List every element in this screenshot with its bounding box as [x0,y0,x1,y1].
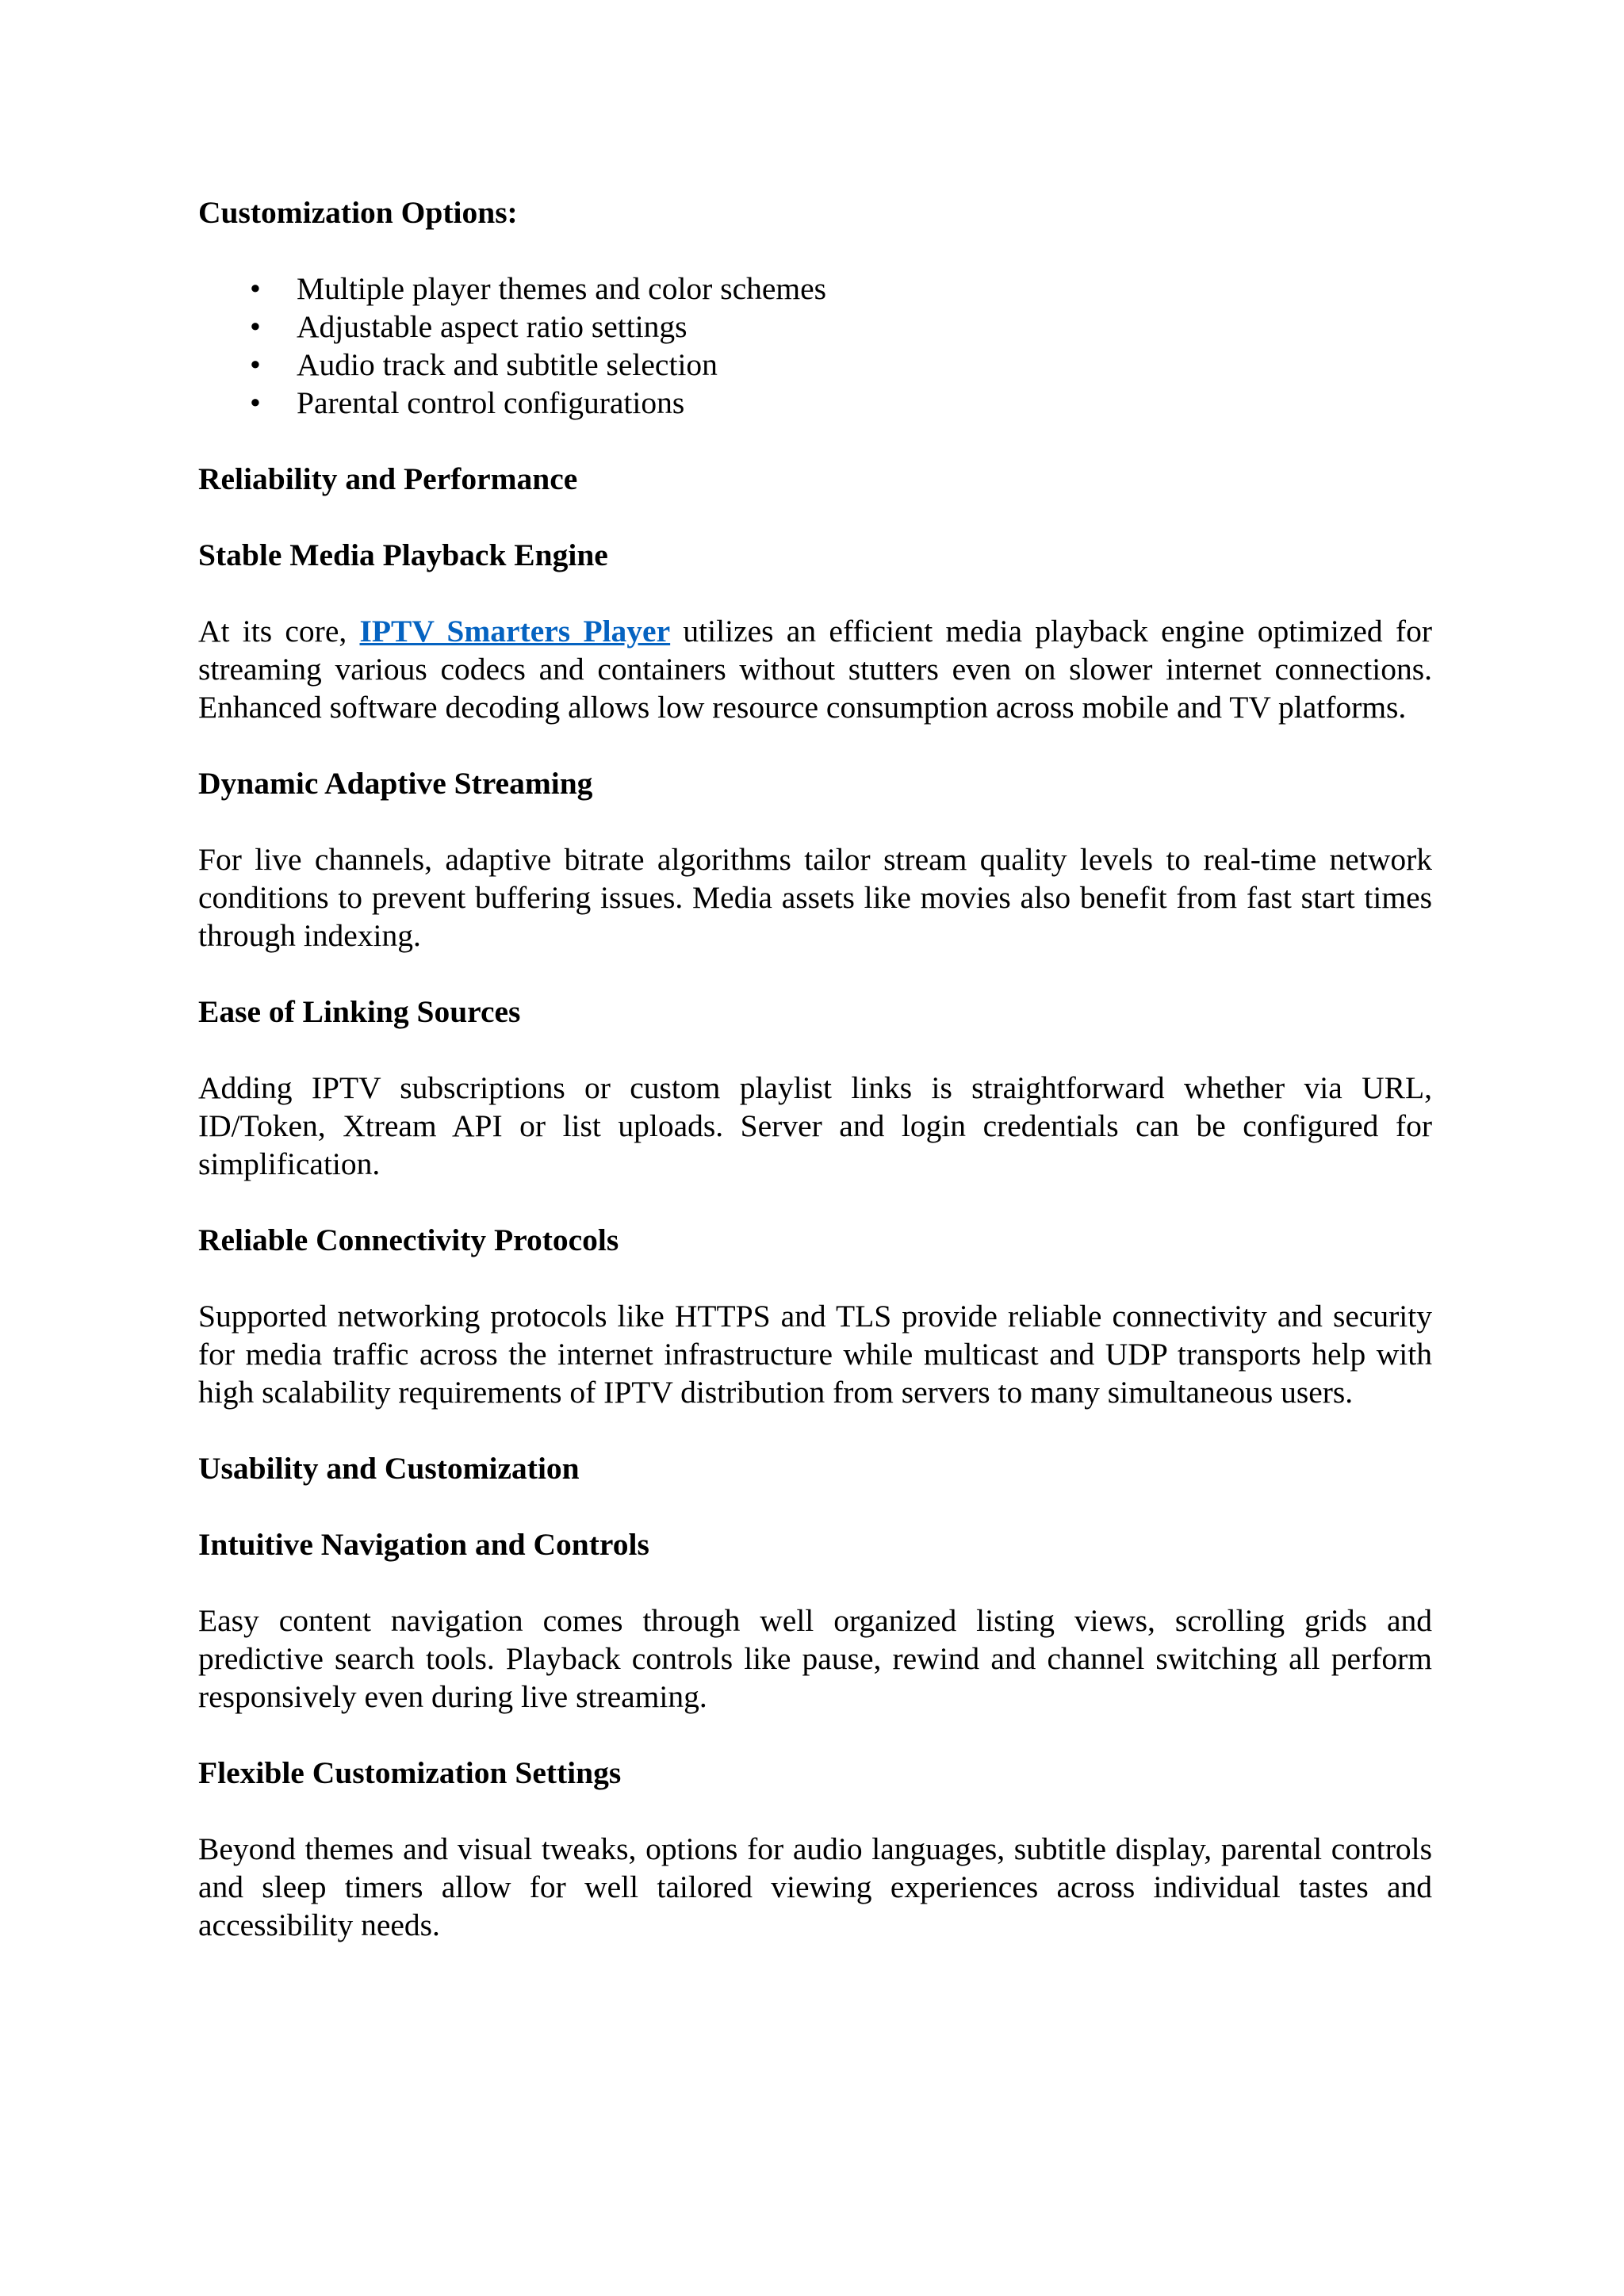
list-item [198,270,1432,308]
playback-engine-paragraph [198,612,1432,726]
adaptive-streaming-paragraph: For live channels, adaptive bitrate algorithms tailor stream quality levels to real-time network conditions to prevent buffering issues. Media assets like movies also benefit from fast start times through indexing. [198,842,1432,953]
bullet-icon: • [250,385,261,420]
list-item [198,308,1432,346]
navigation-controls-heading: Intuitive Navigation and Controls [198,1527,649,1562]
customization-options-list [198,270,1432,422]
navigation-controls-paragraph: Easy content navigation comes through well organized listing views, scrolling grids and predictive search tools. Playback controls like pause, rewind and channel switching all perform responsively even during live streaming. [198,1603,1432,1714]
list-item-text: Multiple player themes and color schemes [297,271,827,306]
iptv-smarters-player-link[interactable]: IPTV Smarters Player [359,614,671,649]
flexible-settings-paragraph: Beyond themes and visual tweaks, options for audio languages, subtitle display, parental controls and sleep timers allow for well tailored viewing experiences across individual tastes and accessibility needs. [198,1831,1432,1942]
list-item-text: Audio track and subtitle selection [297,347,718,382]
list-item [198,346,1432,384]
connectivity-protocols-paragraph: Supported networking protocols like HTTPS and TLS provide reliable connectivity and security for media traffic across the internet infrastructure while multicast and UDP transports help with high scalability requirements of IPTV distribution from servers to many simultaneous users. [198,1299,1432,1410]
bullet-icon: • [250,309,261,344]
reliability-performance-heading: Reliability and Performance [198,461,578,496]
linking-sources-heading: Ease of Linking Sources [198,994,521,1029]
list-item-text: Parental control configurations [297,385,685,420]
playback-engine-heading: Stable Media Playback Engine [198,538,608,572]
connectivity-protocols-heading: Reliable Connectivity Protocols [198,1223,619,1257]
bullet-icon: • [250,271,261,306]
usability-customization-heading: Usability and Customization [198,1451,580,1486]
playback-engine-text-start: At its core, [198,614,360,649]
linking-sources-paragraph: Adding IPTV subscriptions or custom playlist links is straightforward whether via URL, ID/Token, Xtream API or list uploads. Server and login credentials can be configured for simplification. [198,1070,1432,1181]
flexible-settings-heading: Flexible Customization Settings [198,1755,622,1790]
list-item [198,384,1432,422]
list-item-text: Adjustable aspect ratio settings [297,309,688,344]
adaptive-streaming-heading: Dynamic Adaptive Streaming [198,766,593,801]
bullet-icon: • [250,347,261,382]
customization-options-heading: Customization Options: [198,195,518,230]
document-page [198,193,1432,1944]
playback-engine-text-end: utilizes an efficient media playback engine optimized for streaming various codecs and containers without stutters even on slower internet connections. Enhanced software decoding allows low resource consumption across mobile and TV platforms. [198,614,1432,725]
